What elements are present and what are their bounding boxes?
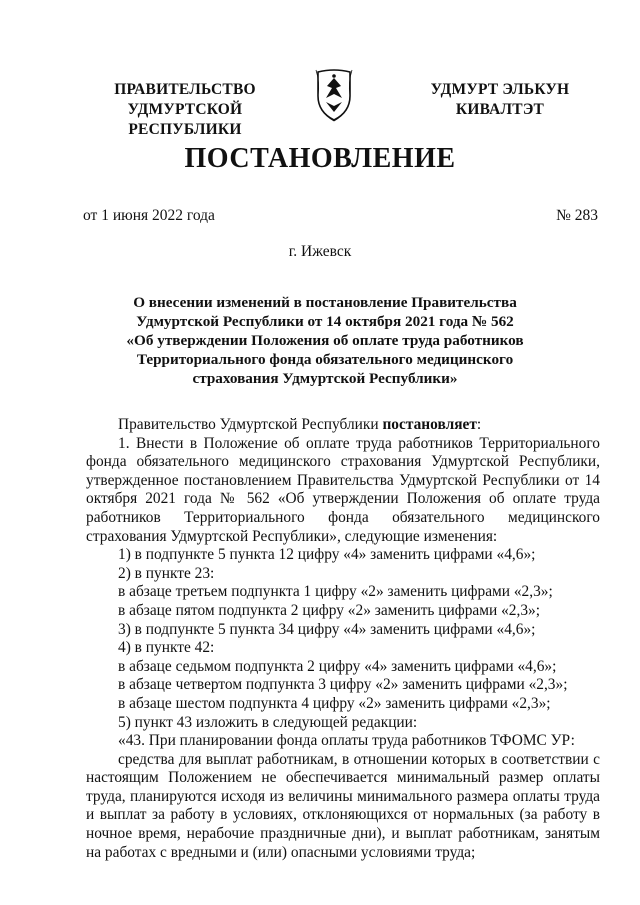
- header-left-line2: УДМУРТСКОЙ РЕСПУБЛИКИ: [127, 101, 243, 138]
- document-title: ПОСТАНОВЛЕНИЕ: [184, 143, 456, 174]
- header-right-line2: КИВАЛТЭТ: [455, 101, 545, 118]
- list-item: в абзаце четвертом подпункта 3 цифру «2» заменить цифрами «2,3»;: [118, 676, 568, 694]
- document-number: № 283: [556, 207, 598, 224]
- list-item: 2) в пункте 23:: [118, 564, 215, 582]
- document-body: [86, 416, 600, 862]
- subject-line: О внесении изменений в постановление Правительства: [133, 294, 517, 311]
- header-right-line1: УДМУРТ ЭЛЬКУН: [430, 81, 570, 98]
- document-date: от 1 июня 2022 года: [83, 207, 215, 224]
- subject-line: Удмуртской Республики от 14 октября 2021 года № 562: [136, 313, 514, 330]
- list-item: в абзаце третьем подпункта 1 цифру «2» заменить цифрами «2,3»;: [118, 583, 553, 601]
- subject-line: «Об утверждении Положения об оплате труда работников: [126, 332, 524, 349]
- intro-text: Правительство Удмуртской Республики: [118, 416, 383, 433]
- list-item: в абзаце седьмом подпункта 2 цифру «4» заменить цифрами «4,6»;: [118, 657, 557, 675]
- list-item: 3) в подпункте 5 пункта 34 цифру «4» заменить цифрами «4,6»;: [118, 620, 536, 638]
- subject-line: Территориального фонда обязательного медицинского: [136, 351, 514, 368]
- list-item: в абзаце пятом подпункта 2 цифру «2» заменить цифрами «2,3»;: [118, 601, 540, 619]
- document-subject: [100, 293, 550, 388]
- list-item: в абзаце шестом подпункта 4 цифру «2» заменить цифрами «2,3»;: [118, 694, 551, 712]
- header-left: [70, 80, 300, 140]
- list-item: 4) в пункте 42:: [118, 639, 215, 657]
- header-left-line1: ПРАВИТЕЛЬСТВО: [114, 81, 256, 98]
- item-1-paragraph: 1. Внести в Положение об оплате труда работников Территориального фонда обязательного медицинского страхования Удмуртской Республики, утвержденное постановлением Правительства Удмуртской Республики от 14 октября 2021 года № 562 «Об утверждении Положения об оплате труда работников Территориального фонда обязательного медицинского страхования Удмуртской Республики», следующие изменения:: [86, 434, 600, 545]
- list-item: 5) пункт 43 изложить в следующей редакции:: [118, 713, 418, 731]
- intro-end: :: [476, 416, 482, 433]
- document-city: г. Ижевск: [288, 243, 352, 260]
- coat-of-arms-emblem-icon: [314, 66, 354, 122]
- subject-line: страхования Удмуртской Республики»: [192, 370, 458, 387]
- intro-bold-verb: постановляет: [382, 416, 477, 433]
- intro-paragraph: [86, 416, 600, 435]
- list-item: 1) в подпункте 5 пункта 12 цифру «4» заменить цифрами «4,6»;: [118, 546, 536, 564]
- list-item: «43. При планировании фонда оплаты труда работников ТФОМС УР:: [118, 732, 575, 750]
- final-paragraph: средства для выплат работникам, в отношении которых в соответствии с настоящим Положением не обеспечивается минимальный размер оплаты труда, планируются исходя из величины минимального размера оплаты труда и выплат за работу в условиях, отклоняющихся от нормальных (за работу в ночное время, нерабочие праздничные дни), и выплат работникам, занятым на работах с вредными и (или) опасными условиями труда;: [86, 750, 600, 861]
- header-right: [400, 80, 600, 120]
